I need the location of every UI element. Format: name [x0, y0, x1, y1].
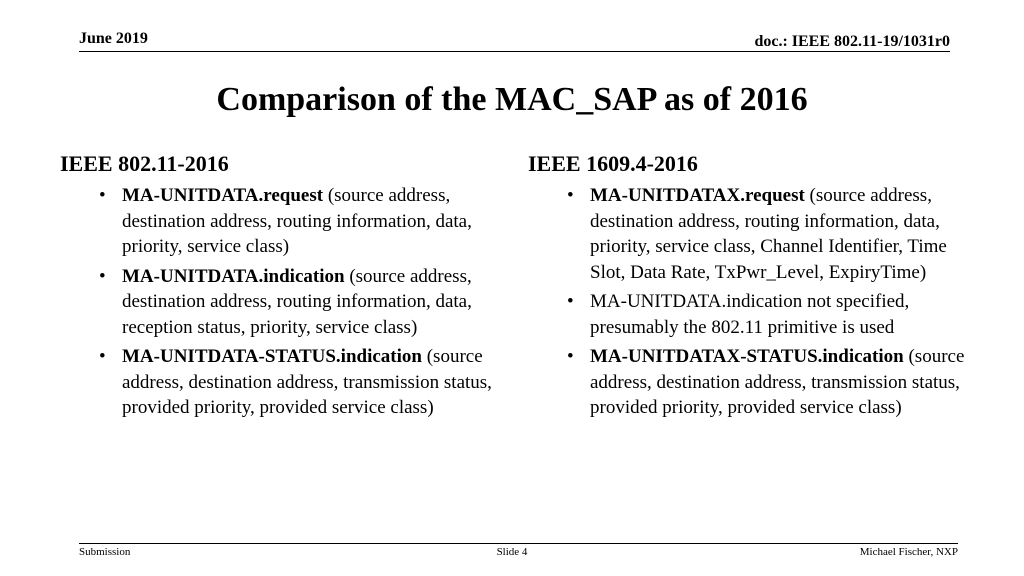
- left-bullet-list: [60, 183, 500, 421]
- bullet-icon: •: [567, 291, 574, 312]
- right-column-heading: IEEE 1609.4-2016: [528, 151, 698, 176]
- bullet-icon: •: [99, 265, 106, 287]
- header-date: June 2019: [79, 30, 148, 47]
- right-bullet-list: [528, 183, 968, 421]
- list-item: [60, 344, 500, 421]
- list-item: [528, 344, 968, 421]
- list-item: [528, 183, 968, 285]
- footer-divider: [79, 543, 958, 544]
- bullet-icon: •: [567, 185, 574, 206]
- slide-title: Comparison of the MAC_SAP as of 2016: [216, 81, 808, 118]
- right-column: [528, 151, 968, 425]
- primitive-name: MA-UNITDATA.request: [122, 185, 324, 206]
- primitive-params: MA-UNITDATA.indication not specified, presumably the 802.11 primitive is used: [590, 291, 910, 338]
- primitive-name: MA-UNITDATAX-STATUS.indication: [590, 346, 904, 367]
- primitive-params: (source address, destination address, routing information, data, reception status, priority, service class): [122, 265, 472, 338]
- left-column-heading: IEEE 802.11-2016: [60, 151, 229, 176]
- primitive-name: MA-UNITDATAX.request: [590, 185, 805, 206]
- footer-submission: Submission: [79, 546, 131, 558]
- header-doc-number: doc.: IEEE 802.11-19/1031r0: [754, 33, 950, 50]
- list-item: [60, 183, 500, 260]
- primitive-params: (source address, destination address, transmission status, provided priority, provided service class): [590, 346, 965, 418]
- primitive-params: (source address, destination address, transmission status, provided priority, provided service class): [122, 346, 492, 418]
- header-divider: [79, 51, 950, 52]
- primitive-name: MA-UNITDATA-STATUS.indication: [122, 346, 422, 367]
- footer-author: Michael Fischer, NXP: [859, 546, 958, 558]
- bullet-icon: •: [99, 346, 106, 367]
- list-item: [528, 289, 968, 340]
- primitive-params: (source address, destination address, routing information, data, priority, service class, Channel Identifier, Time Slot, Data Rate, TxPwr_Level, ExpiryTime): [590, 185, 947, 283]
- list-item: [60, 264, 500, 341]
- left-column: [60, 151, 500, 425]
- primitive-params: (source address, destination address, routing information, data, priority, service class): [122, 185, 472, 257]
- bullet-icon: •: [99, 185, 106, 206]
- primitive-name: MA-UNITDATA.indication: [122, 265, 345, 287]
- bullet-icon: •: [567, 346, 574, 367]
- footer-slide-number: Slide 4: [496, 546, 528, 558]
